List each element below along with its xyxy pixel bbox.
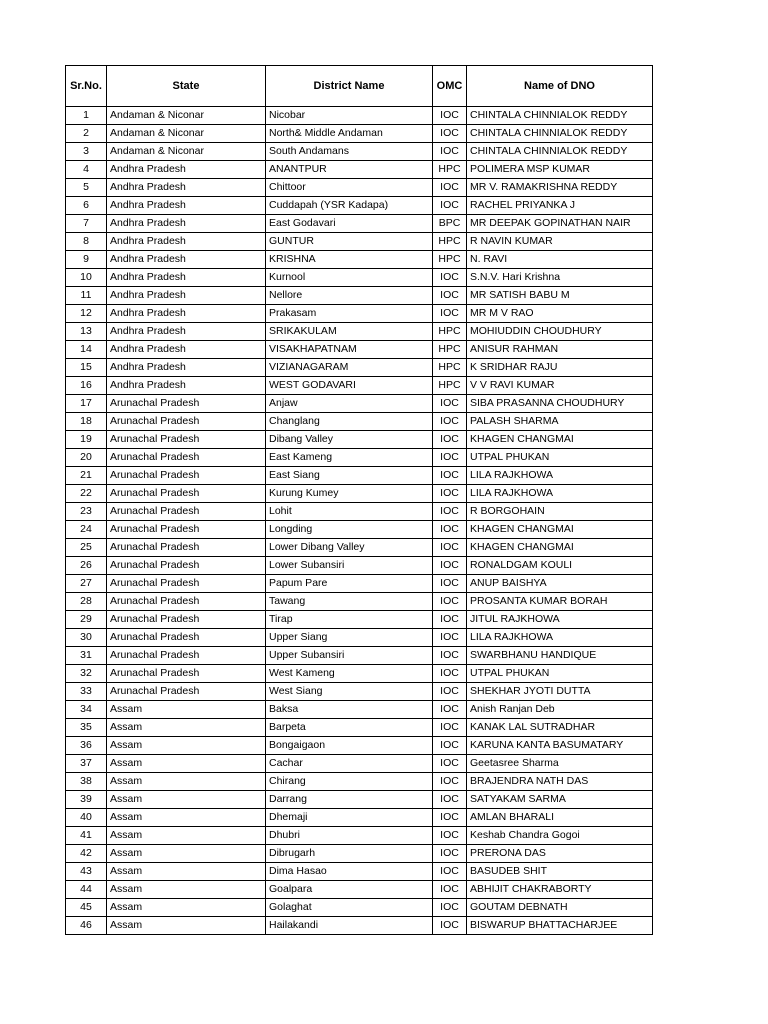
cell-omc: IOC <box>433 719 467 737</box>
cell-state: Assam <box>107 809 266 827</box>
cell-state: Andhra Pradesh <box>107 215 266 233</box>
cell-omc: IOC <box>433 107 467 125</box>
cell-dno-name: ANUP BAISHYA <box>467 575 653 593</box>
cell-sr-no: 32 <box>66 665 107 683</box>
cell-district-name: Goalpara <box>266 881 433 899</box>
cell-dno-name: R NAVIN KUMAR <box>467 233 653 251</box>
cell-district-name: Dhemaji <box>266 809 433 827</box>
cell-omc: HPC <box>433 359 467 377</box>
cell-dno-name: Keshab Chandra Gogoi <box>467 827 653 845</box>
cell-sr-no: 25 <box>66 539 107 557</box>
table-row <box>66 899 653 917</box>
cell-omc: IOC <box>433 665 467 683</box>
cell-state: Arunachal Pradesh <box>107 521 266 539</box>
cell-sr-no: 46 <box>66 917 107 935</box>
table-row <box>66 269 653 287</box>
cell-sr-no: 17 <box>66 395 107 413</box>
table-row <box>66 125 653 143</box>
cell-state: Arunachal Pradesh <box>107 575 266 593</box>
cell-district-name: WEST GODAVARI <box>266 377 433 395</box>
cell-omc: IOC <box>433 485 467 503</box>
cell-state: Andaman & Niconar <box>107 125 266 143</box>
cell-omc: IOC <box>433 827 467 845</box>
cell-sr-no: 28 <box>66 593 107 611</box>
cell-state: Arunachal Pradesh <box>107 593 266 611</box>
cell-omc: IOC <box>433 305 467 323</box>
cell-omc: HPC <box>433 323 467 341</box>
cell-district-name: Changlang <box>266 413 433 431</box>
cell-state: Assam <box>107 845 266 863</box>
cell-district-name: Baksa <box>266 701 433 719</box>
table-row <box>66 287 653 305</box>
cell-state: Andhra Pradesh <box>107 341 266 359</box>
cell-district-name: Chirang <box>266 773 433 791</box>
cell-state: Andhra Pradesh <box>107 359 266 377</box>
cell-dno-name: K SRIDHAR RAJU <box>467 359 653 377</box>
cell-omc: IOC <box>433 503 467 521</box>
cell-district-name: East Siang <box>266 467 433 485</box>
cell-dno-name: KANAK LAL SUTRADHAR <box>467 719 653 737</box>
cell-omc: IOC <box>433 269 467 287</box>
cell-sr-no: 21 <box>66 467 107 485</box>
cell-sr-no: 26 <box>66 557 107 575</box>
cell-district-name: Prakasam <box>266 305 433 323</box>
cell-omc: IOC <box>433 917 467 935</box>
cell-dno-name: MR DEEPAK GOPINATHAN NAIR <box>467 215 653 233</box>
cell-district-name: West Kameng <box>266 665 433 683</box>
cell-district-name: Upper Siang <box>266 629 433 647</box>
cell-sr-no: 42 <box>66 845 107 863</box>
cell-district-name: West Siang <box>266 683 433 701</box>
cell-dno-name: RACHEL PRIYANKA J <box>467 197 653 215</box>
table-row <box>66 827 653 845</box>
cell-state: Arunachal Pradesh <box>107 485 266 503</box>
cell-sr-no: 2 <box>66 125 107 143</box>
cell-sr-no: 29 <box>66 611 107 629</box>
cell-district-name: Chittoor <box>266 179 433 197</box>
cell-district-name: Bongaigaon <box>266 737 433 755</box>
table-row <box>66 323 653 341</box>
cell-sr-no: 44 <box>66 881 107 899</box>
cell-state: Andaman & Niconar <box>107 143 266 161</box>
table-row <box>66 791 653 809</box>
header-row <box>66 66 653 107</box>
table-row <box>66 377 653 395</box>
cell-state: Assam <box>107 773 266 791</box>
cell-district-name: East Kameng <box>266 449 433 467</box>
cell-sr-no: 38 <box>66 773 107 791</box>
cell-district-name: Kurung Kumey <box>266 485 433 503</box>
cell-state: Andhra Pradesh <box>107 233 266 251</box>
cell-omc: IOC <box>433 881 467 899</box>
table-row <box>66 557 653 575</box>
cell-dno-name: ANISUR RAHMAN <box>467 341 653 359</box>
cell-dno-name: V V RAVI KUMAR <box>467 377 653 395</box>
cell-sr-no: 5 <box>66 179 107 197</box>
cell-state: Andhra Pradesh <box>107 161 266 179</box>
table-row <box>66 647 653 665</box>
cell-omc: IOC <box>433 143 467 161</box>
cell-sr-no: 33 <box>66 683 107 701</box>
cell-district-name: GUNTUR <box>266 233 433 251</box>
table-row <box>66 845 653 863</box>
cell-state: Assam <box>107 719 266 737</box>
cell-sr-no: 35 <box>66 719 107 737</box>
header-omc: OMC <box>433 66 467 107</box>
cell-omc: HPC <box>433 341 467 359</box>
cell-sr-no: 9 <box>66 251 107 269</box>
cell-district-name: Hailakandi <box>266 917 433 935</box>
table-row <box>66 341 653 359</box>
cell-state: Assam <box>107 863 266 881</box>
cell-dno-name: BRAJENDRA NATH DAS <box>467 773 653 791</box>
cell-omc: IOC <box>433 413 467 431</box>
table-row <box>66 755 653 773</box>
table-row <box>66 449 653 467</box>
cell-state: Arunachal Pradesh <box>107 503 266 521</box>
cell-state: Assam <box>107 737 266 755</box>
cell-sr-no: 37 <box>66 755 107 773</box>
cell-sr-no: 8 <box>66 233 107 251</box>
cell-state: Arunachal Pradesh <box>107 683 266 701</box>
cell-omc: IOC <box>433 197 467 215</box>
cell-state: Assam <box>107 917 266 935</box>
table-row <box>66 161 653 179</box>
cell-omc: IOC <box>433 701 467 719</box>
table-row <box>66 467 653 485</box>
table-row <box>66 413 653 431</box>
cell-sr-no: 6 <box>66 197 107 215</box>
cell-district-name: Dima Hasao <box>266 863 433 881</box>
cell-district-name: Lohit <box>266 503 433 521</box>
cell-sr-no: 23 <box>66 503 107 521</box>
cell-sr-no: 43 <box>66 863 107 881</box>
cell-district-name: KRISHNA <box>266 251 433 269</box>
cell-omc: IOC <box>433 593 467 611</box>
cell-sr-no: 1 <box>66 107 107 125</box>
cell-sr-no: 14 <box>66 341 107 359</box>
cell-dno-name: GOUTAM DEBNATH <box>467 899 653 917</box>
cell-sr-no: 10 <box>66 269 107 287</box>
cell-omc: IOC <box>433 539 467 557</box>
cell-omc: IOC <box>433 521 467 539</box>
table-row <box>66 863 653 881</box>
cell-dno-name: KHAGEN CHANGMAI <box>467 431 653 449</box>
cell-dno-name: CHINTALA CHINNIALOK REDDY <box>467 143 653 161</box>
cell-state: Andhra Pradesh <box>107 269 266 287</box>
cell-sr-no: 22 <box>66 485 107 503</box>
cell-state: Arunachal Pradesh <box>107 557 266 575</box>
table-row <box>66 665 653 683</box>
cell-dno-name: BASUDEB SHIT <box>467 863 653 881</box>
cell-omc: IOC <box>433 737 467 755</box>
cell-dno-name: PROSANTA KUMAR BORAH <box>467 593 653 611</box>
cell-omc: IOC <box>433 863 467 881</box>
cell-sr-no: 20 <box>66 449 107 467</box>
cell-dno-name: LILA RAJKHOWA <box>467 467 653 485</box>
cell-dno-name: MR SATISH BABU M <box>467 287 653 305</box>
cell-omc: IOC <box>433 395 467 413</box>
cell-sr-no: 13 <box>66 323 107 341</box>
table-row <box>66 107 653 125</box>
cell-omc: IOC <box>433 575 467 593</box>
cell-dno-name: ABHIJIT CHAKRABORTY <box>467 881 653 899</box>
cell-omc: IOC <box>433 449 467 467</box>
cell-dno-name: RONALDGAM KOULI <box>467 557 653 575</box>
cell-dno-name: CHINTALA CHINNIALOK REDDY <box>467 125 653 143</box>
cell-dno-name: SHEKHAR JYOTI DUTTA <box>467 683 653 701</box>
cell-dno-name: N. RAVI <box>467 251 653 269</box>
cell-dno-name: Geetasree Sharma <box>467 755 653 773</box>
header-district-name: District Name <box>266 66 433 107</box>
cell-state: Assam <box>107 755 266 773</box>
cell-state: Andhra Pradesh <box>107 179 266 197</box>
cell-district-name: Tirap <box>266 611 433 629</box>
cell-district-name: Papum Pare <box>266 575 433 593</box>
cell-sr-no: 45 <box>66 899 107 917</box>
cell-dno-name: LILA RAJKHOWA <box>467 485 653 503</box>
cell-omc: IOC <box>433 179 467 197</box>
cell-omc: IOC <box>433 467 467 485</box>
cell-omc: IOC <box>433 809 467 827</box>
cell-state: Arunachal Pradesh <box>107 629 266 647</box>
cell-district-name: South Andamans <box>266 143 433 161</box>
cell-sr-no: 30 <box>66 629 107 647</box>
cell-district-name: Golaghat <box>266 899 433 917</box>
cell-dno-name: KHAGEN CHANGMAI <box>467 521 653 539</box>
cell-state: Andaman & Niconar <box>107 107 266 125</box>
cell-state: Arunachal Pradesh <box>107 395 266 413</box>
table-row <box>66 773 653 791</box>
table-row <box>66 305 653 323</box>
table-row <box>66 485 653 503</box>
cell-dno-name: MR V. RAMAKRISHNA REDDY <box>467 179 653 197</box>
cell-sr-no: 19 <box>66 431 107 449</box>
cell-district-name: Nicobar <box>266 107 433 125</box>
cell-omc: IOC <box>433 845 467 863</box>
cell-state: Andhra Pradesh <box>107 251 266 269</box>
cell-district-name: ANANTPUR <box>266 161 433 179</box>
cell-state: Arunachal Pradesh <box>107 467 266 485</box>
cell-omc: IOC <box>433 431 467 449</box>
table-row <box>66 629 653 647</box>
cell-sr-no: 3 <box>66 143 107 161</box>
table-row <box>66 179 653 197</box>
cell-district-name: VISAKHAPATNAM <box>266 341 433 359</box>
cell-sr-no: 27 <box>66 575 107 593</box>
cell-omc: IOC <box>433 899 467 917</box>
cell-dno-name: PALASH SHARMA <box>467 413 653 431</box>
cell-state: Arunachal Pradesh <box>107 611 266 629</box>
table-row <box>66 737 653 755</box>
cell-dno-name: KARUNA KANTA BASUMATARY <box>467 737 653 755</box>
cell-sr-no: 16 <box>66 377 107 395</box>
cell-state: Arunachal Pradesh <box>107 539 266 557</box>
cell-district-name: VIZIANAGARAM <box>266 359 433 377</box>
cell-district-name: North& Middle Andaman <box>266 125 433 143</box>
cell-state: Assam <box>107 899 266 917</box>
table-row <box>66 593 653 611</box>
table-row <box>66 197 653 215</box>
table-row <box>66 881 653 899</box>
cell-state: Andhra Pradesh <box>107 197 266 215</box>
cell-district-name: SRIKAKULAM <box>266 323 433 341</box>
cell-district-name: Lower Dibang Valley <box>266 539 433 557</box>
cell-state: Arunachal Pradesh <box>107 413 266 431</box>
cell-omc: IOC <box>433 287 467 305</box>
cell-omc: IOC <box>433 791 467 809</box>
table-row <box>66 503 653 521</box>
table-row <box>66 917 653 935</box>
cell-sr-no: 40 <box>66 809 107 827</box>
cell-state: Assam <box>107 791 266 809</box>
cell-omc: IOC <box>433 629 467 647</box>
dno-table <box>65 65 653 935</box>
cell-district-name: Dibrugarh <box>266 845 433 863</box>
cell-dno-name: SIBA PRASANNA CHOUDHURY <box>467 395 653 413</box>
cell-omc: HPC <box>433 233 467 251</box>
table-row <box>66 215 653 233</box>
table-row <box>66 809 653 827</box>
cell-omc: IOC <box>433 755 467 773</box>
table-row <box>66 359 653 377</box>
cell-omc: IOC <box>433 557 467 575</box>
table-row <box>66 539 653 557</box>
cell-dno-name: LILA RAJKHOWA <box>467 629 653 647</box>
table-row <box>66 701 653 719</box>
table-row <box>66 521 653 539</box>
cell-sr-no: 36 <box>66 737 107 755</box>
header-name-of-dno: Name of DNO <box>467 66 653 107</box>
cell-district-name: Upper Subansiri <box>266 647 433 665</box>
cell-omc: IOC <box>433 125 467 143</box>
cell-district-name: Anjaw <box>266 395 433 413</box>
cell-omc: HPC <box>433 377 467 395</box>
cell-dno-name: MR M V RAO <box>467 305 653 323</box>
header-state: State <box>107 66 266 107</box>
cell-district-name: Barpeta <box>266 719 433 737</box>
header-sr-no: Sr.No. <box>66 66 107 107</box>
table-row <box>66 719 653 737</box>
cell-district-name: Darrang <box>266 791 433 809</box>
cell-district-name: Kurnool <box>266 269 433 287</box>
table-row <box>66 611 653 629</box>
table-row <box>66 251 653 269</box>
cell-sr-no: 24 <box>66 521 107 539</box>
cell-omc: IOC <box>433 773 467 791</box>
cell-dno-name: JITUL RAJKHOWA <box>467 611 653 629</box>
cell-dno-name: R BORGOHAIN <box>467 503 653 521</box>
cell-dno-name: UTPAL PHUKAN <box>467 665 653 683</box>
cell-sr-no: 7 <box>66 215 107 233</box>
cell-district-name: Lower Subansiri <box>266 557 433 575</box>
cell-state: Andhra Pradesh <box>107 305 266 323</box>
cell-sr-no: 11 <box>66 287 107 305</box>
cell-omc: HPC <box>433 161 467 179</box>
cell-dno-name: PRERONA DAS <box>467 845 653 863</box>
cell-sr-no: 31 <box>66 647 107 665</box>
cell-dno-name: SATYAKAM SARMA <box>467 791 653 809</box>
table-row <box>66 143 653 161</box>
cell-sr-no: 39 <box>66 791 107 809</box>
cell-state: Assam <box>107 701 266 719</box>
table-row <box>66 233 653 251</box>
cell-dno-name: AMLAN BHARALI <box>467 809 653 827</box>
cell-state: Andhra Pradesh <box>107 323 266 341</box>
cell-state: Andhra Pradesh <box>107 377 266 395</box>
cell-district-name: Dhubri <box>266 827 433 845</box>
cell-district-name: Dibang Valley <box>266 431 433 449</box>
table-row <box>66 431 653 449</box>
cell-district-name: Longding <box>266 521 433 539</box>
cell-state: Assam <box>107 827 266 845</box>
cell-district-name: Tawang <box>266 593 433 611</box>
cell-sr-no: 15 <box>66 359 107 377</box>
cell-state: Arunachal Pradesh <box>107 665 266 683</box>
cell-state: Andhra Pradesh <box>107 287 266 305</box>
cell-district-name: Nellore <box>266 287 433 305</box>
cell-dno-name: BISWARUP BHATTACHARJEE <box>467 917 653 935</box>
cell-state: Assam <box>107 881 266 899</box>
cell-dno-name: SWARBHANU HANDIQUE <box>467 647 653 665</box>
cell-dno-name: KHAGEN CHANGMAI <box>467 539 653 557</box>
cell-omc: IOC <box>433 611 467 629</box>
cell-sr-no: 34 <box>66 701 107 719</box>
cell-sr-no: 41 <box>66 827 107 845</box>
cell-sr-no: 18 <box>66 413 107 431</box>
cell-state: Arunachal Pradesh <box>107 449 266 467</box>
cell-omc: IOC <box>433 683 467 701</box>
table-row <box>66 575 653 593</box>
cell-sr-no: 12 <box>66 305 107 323</box>
cell-dno-name: MOHIUDDIN CHOUDHURY <box>467 323 653 341</box>
cell-omc: HPC <box>433 251 467 269</box>
cell-dno-name: POLIMERA MSP KUMAR <box>467 161 653 179</box>
cell-sr-no: 4 <box>66 161 107 179</box>
cell-district-name: East Godavari <box>266 215 433 233</box>
cell-state: Arunachal Pradesh <box>107 431 266 449</box>
table-row <box>66 683 653 701</box>
cell-omc: BPC <box>433 215 467 233</box>
cell-dno-name: UTPAL PHUKAN <box>467 449 653 467</box>
table-row <box>66 395 653 413</box>
cell-state: Arunachal Pradesh <box>107 647 266 665</box>
cell-dno-name: S.N.V. Hari Krishna <box>467 269 653 287</box>
cell-omc: IOC <box>433 647 467 665</box>
cell-dno-name: Anish Ranjan Deb <box>467 701 653 719</box>
cell-dno-name: CHINTALA CHINNIALOK REDDY <box>467 107 653 125</box>
cell-district-name: Cachar <box>266 755 433 773</box>
cell-district-name: Cuddapah (YSR Kadapa) <box>266 197 433 215</box>
